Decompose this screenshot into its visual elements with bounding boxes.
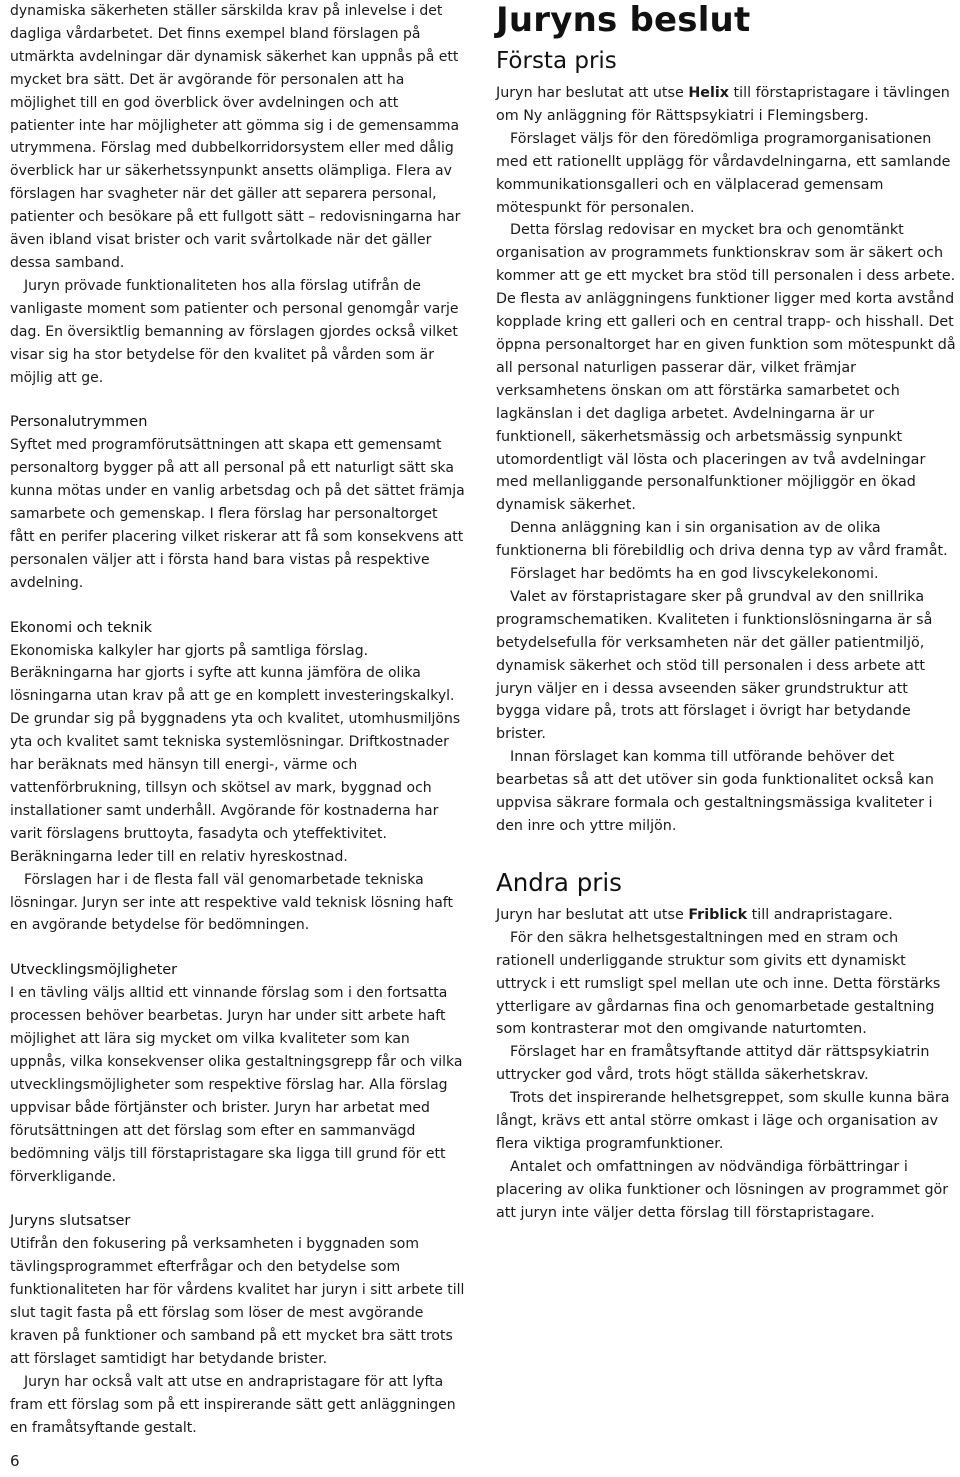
first-prize-paragraph: Förslaget väljs för den föredömliga programorganisationen med ett rationellt upplägg för vårdavdelningarna, ett samlande kommunikationsgalleri och en välplacerad gemensam mötespunkt för personalen. xyxy=(496,130,951,216)
second-prize-paragraph: Antalet och omfattningen av nödvändiga förbättringar i placering av olika funktioner och lösningen av programmet gör att juryn inte väljer detta förslag till förstapristagare. xyxy=(496,1158,949,1221)
first-prize-text xyxy=(496,82,956,838)
second-prize-lead xyxy=(496,904,956,927)
section-paragraph: Syftet med programförutsättningen att skapa ett gemensamt personaltorg bygger på att all personal på ett naturligt sätt ska kunna mötas under en vanlig arbetsdag och på det sättet främja samarbete och gemenskap. I flera förslag har personaltorget fått en perifer placering vilket riskerar att få som konsekvens att personalen väljer att i första hand bara vistas på respektive avdelning. xyxy=(10,437,465,591)
lead-text: Juryn har beslutat att utse xyxy=(496,906,689,923)
section-paragraph: Förslagen har i de flesta fall väl genomarbetade tekniska lösningar. Juryn ser inte att respektive vald teknisk lösning haft en avgörande betydelse för bedömningen. xyxy=(10,871,453,934)
section-paragraph: I en tävling väljs alltid ett vinnande förslag som i den fortsatta processen behöver bearbetas. Juryn har under sitt arbete haft möjlighet att lära sig mycket om vilka kvaliteter som kan uppnås, vilka konsekvenser olika gestaltningsgrepp får och vilka utvecklingsmöjligheter som respektive förslag har. Alla förslag uppvisar både förtjänster och brister. Juryn har arbetat med förutsättningen att det förslag som efter en sammanvägd bedömning väljs till förstapristagare ska ligga till grund för ett förverkligande. xyxy=(10,985,463,1185)
runner-up-name: Friblick xyxy=(688,906,748,923)
section-juryns-slutsatser xyxy=(10,1210,465,1439)
second-prize-paragraph: För den säkra helhetsgestaltningen med en stram och rationell underliggande struktur som givits ett dynamiskt uttryck i ett rumsligt spel mellan ute och inne. Detta förstärks ytterligare av gårdarnas fina och genomarbetade gestaltning som kontrasterar mot den omgivande naturtomten. xyxy=(496,929,941,1038)
section-ekonomi-och-teknik xyxy=(10,617,465,938)
first-prize-lead xyxy=(496,82,956,128)
page-title: Juryns beslut xyxy=(496,0,751,40)
second-prize-text xyxy=(496,904,956,1225)
intro-paragraph: dynamiska säkerheten ställer särskilda krav på inlevelse i det dagliga vårdarbetet. Det finns exempel bland förslagen på utmärkta avdelningar där dynamisk säkerhet kan uppnås på ett mycket bra sätt. Det är avgörande för personalen att ha möjlighet till en god överblick över avdelningen och att patienter inte har möjligheter att gömma sig i de gemensamma utrymmena. Förslag med dubbelkorridorsystem eller med dålig överblick har ur säkerhetssynpunkt ansetts olämpliga. Flera av förslagen har svagheter när det gäller att separera personal, patienter och besökare på ett fullgott sätt – redovisningarna har även ibland visat brister och varit svårtolkade när det gäller dessa samband. xyxy=(10,3,461,271)
first-prize-paragraph: Denna anläggning kan i sin organisation av de olika funktionerna bli förebildlig och driva denna typ av vård framåt. xyxy=(496,520,948,560)
winner-name: Helix xyxy=(688,85,729,101)
first-prize-paragraph: Innan förslaget kan komma till utförande behöver det bearbetas så att det utöver sin goda funktionalitet också kan uppvisa säkrare formala och gestaltningsmässiga kvaliteter i den inre och yttre miljön. xyxy=(496,749,934,834)
left-column xyxy=(10,0,465,1461)
lead-text: till förstapristagare i tävlingen om Ny anläggning för Rättspsykiatri i Flemingsberg. xyxy=(496,85,950,124)
right-column xyxy=(496,0,956,1225)
section-heading: Juryns slutsatser xyxy=(10,1213,131,1230)
section-personalutrymmen xyxy=(10,411,465,594)
section-paragraph: Utifrån den fokusering på verksamheten i byggnaden som tävlingsprogrammet efterfrågar och den betydelse som funktionaliteten har för vårdens kvalitet har juryn i sitt arbete till slut tagit fasta på ett förslag som löser de mest avgörande kraven på funktioner och samband på ett mycket bra sätt trots att förslaget samtidigt har betydande brister. xyxy=(10,1236,465,1367)
intro-paragraph: Juryn prövade funktionaliteten hos alla förslag utifrån de vanligaste moment som patienter och personal genomgår varje dag. En översiktlig bemanning av förslagen gjordes också vilket visar sig ha stor betydelse för den kvalitet på vården som är möjlig att ge. xyxy=(10,277,459,386)
lead-text: Juryn har beslutat att utse xyxy=(496,85,689,101)
section-heading: Personalutrymmen xyxy=(10,414,148,431)
page-number: 6 xyxy=(10,1452,20,1470)
first-prize-paragraph: Förslaget har bedömts ha en god livscykelekonomi. xyxy=(510,566,879,583)
second-prize-paragraph: Trots det inspirerande helhetsgreppet, som skulle kunna bära långt, krävs ett antal större omkast i läge och organisation av flera viktiga programfunktioner. xyxy=(496,1090,950,1152)
second-prize-heading: Andra pris xyxy=(496,867,622,897)
section-paragraph: Juryn har också valt att utse en andrapristagare för att lyfta fram ett förslag som på ett inspirerande sätt gett anläggningen en framåtsyftande gestalt. xyxy=(10,1373,456,1436)
first-prize-heading: Första pris xyxy=(496,48,617,74)
section-heading: Ekonomi och teknik xyxy=(10,619,152,636)
first-prize-paragraph: Valet av förstapristagare sker på grundval av den snillrika programschematiken. Kvaliteten i funktionslösningarna är så betydelsefulla för verksamheten när det gäller patientmiljö, dynamisk säkerhet och stöd till personalen i dess arbete att juryn väljer en i dessa avseenden säker grundstruktur att bygga vidare på, trots att förslaget i övrigt har betydande brister. xyxy=(496,588,933,743)
first-prize-paragraph: Detta förslag redovisar en mycket bra och genomtänkt organisation av programmets funktionskrav som är säkert och kommer att ge ett mycket bra stöd till personalen i dess arbete. De flesta av anläggningens funktioner ligger med korta avstånd kopplade kring ett galleri och en central trapp- och hisshall. Det öppna personaltorget har en given funktion som mötespunkt då all personal naturligen passerar där, vilket främjar verksamhetens önskan om att förstärka samarbetet och lagkänslan i det dagliga arbetet. Avdelningarna är ur funktionell, säkerhetsmässig och arbetsmässig synpunkt utomordentligt väl lösta och placeringen av två avdelningar med mellanliggande personalfunktioner möjliggör en ökad dynamisk säkerhet. xyxy=(496,222,956,514)
section-heading: Utvecklingsmöjligheter xyxy=(10,962,178,979)
section-utvecklingsmojligheter xyxy=(10,959,465,1188)
lead-text: till andrapristagare. xyxy=(747,906,893,923)
section-paragraph: Ekonomiska kalkyler har gjorts på samtliga förslag. Beräkningarna har gjorts i syfte att kunna jämföra de olika lösningarna utan krav på att ge en komplett investeringskalkyl. De grundar sig på byggnadens yta och kvalitet, utomhusmiljöns yta och kvalitet samt tekniska systemlösningar. Driftkostnader har beräknats med hänsyn till energi-, värme och vattenförbrukning, tillsyn och skötsel av mark, byggnad och installationer samt underhåll. Avgörande för kostnaderna har varit förslagens bruttoyta, fasadyta och yteffektivitet. Beräkningarna leder till en relativ hyreskostnad. xyxy=(10,642,461,865)
intro-section xyxy=(10,0,465,389)
second-prize-paragraph: Förslaget har en framåtsyftande attityd där rättspsykiatrin uttrycker god vård, trots högt ställda säkerhetskrav. xyxy=(496,1044,930,1084)
